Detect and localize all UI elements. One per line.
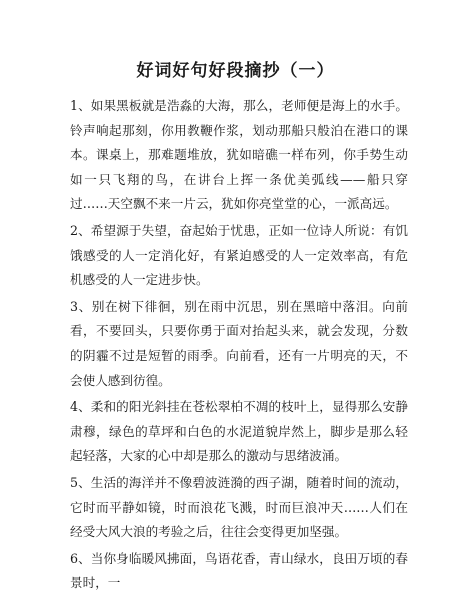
paragraph-2: 2、希望源于失望，奋起始于忧患，正如一位诗人所说：有饥饿感受的人一定消化好，有紧迫感受的人一定效率高，有危机感受的人一定进步快。 <box>70 222 408 288</box>
paragraph-6: 6、当你身临暖风拂面，鸟语花香，青山绿水，良田万顷的春景时，一 <box>70 550 408 591</box>
paragraph-4: 4、柔和的阳光斜挂在苍松翠柏不凋的枝叶上，显得那么安静肃穆，绿色的草坪和白色的水泥道貌岸然上，脚步是那么轻起轻落，大家的心中却是那么的激动与思绪波涌。 <box>70 399 408 464</box>
paragraph-5: 5、生活的海洋并不像碧波涟漪的西子湖，随着时间的流动，它时而平静如镜，时而浪花飞溅，时而巨浪冲天……人们在经受大风大浪的考验之后，往往会变得更加坚强。 <box>70 474 408 540</box>
paragraph-1: 1、如果黑板就是浩淼的大海，那么，老师便是海上的水手。铃声响起那刻，你用教鞭作浆，划动那船只般泊在港口的课本。课桌上，那难题堆放，犹如暗礁一样布列，你手势生动如一只飞翔的鸟，在讲台上挥一条优美弧线——船只穿过……天空飘不来一片云，犹如你亮堂堂的心，一派高远。 <box>70 98 408 212</box>
paragraph-3: 3、别在树下徘徊，别在雨中沉思，别在黑暗中落泪。向前看，不要回头，只要你勇于面对抬起头来，就会发现，分数的阴霾不过是短暂的雨季。向前看，还有一片明亮的天，不会使人感到彷徨。 <box>70 298 408 388</box>
document-body <box>70 94 408 598</box>
document-title: 好词好句好段摘抄（一） <box>136 61 335 81</box>
